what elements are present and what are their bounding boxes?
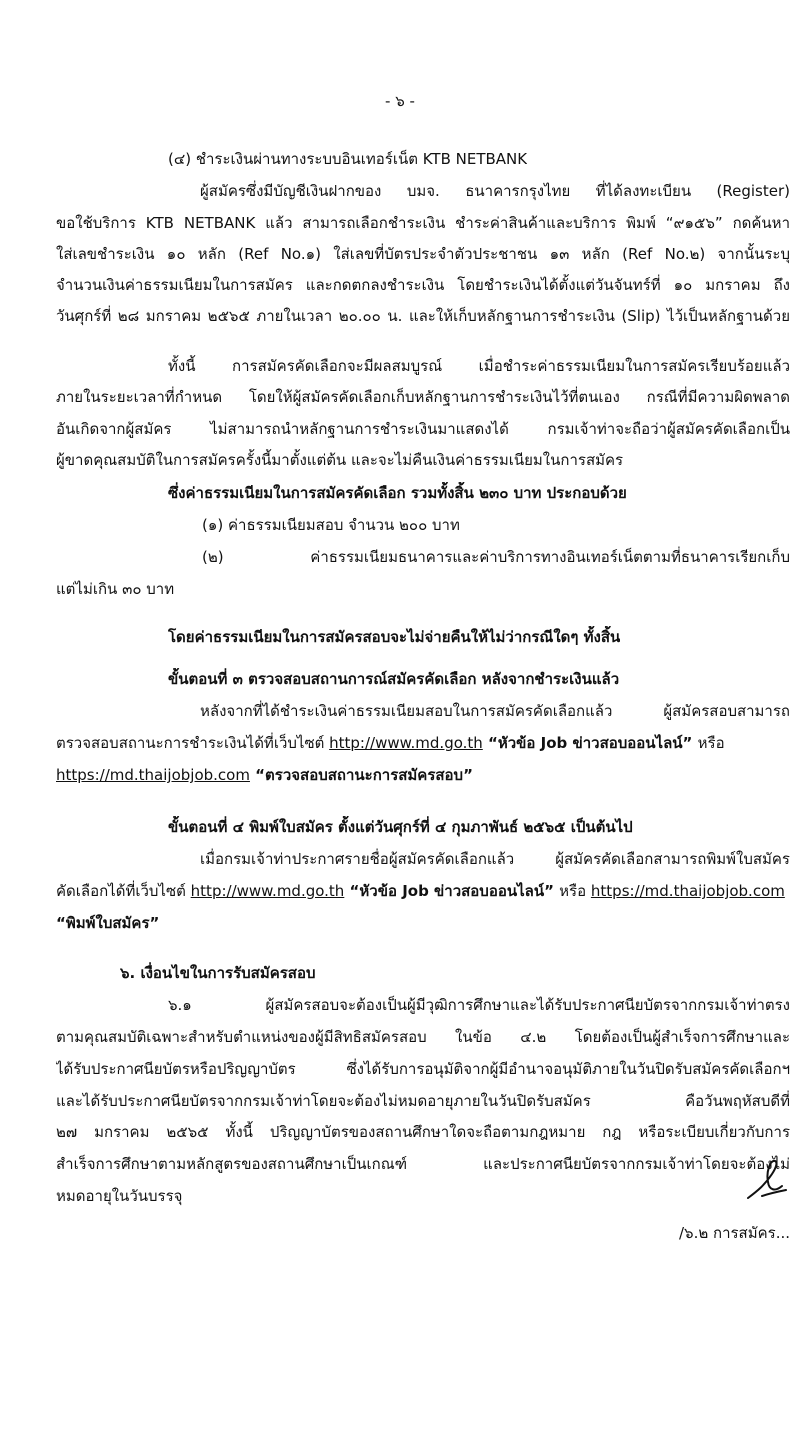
page-number: - ๖ -	[385, 92, 415, 110]
step-3-line	[56, 732, 790, 754]
section-6-line: สำเร็จการศึกษาตามหลักสูตรของสถานศึกษาเป็นเกณฑ์ และประกาศนียบัตรจากกรมเจ้าท่าโดยจะต้องไม่	[56, 1155, 790, 1173]
section-6-line: ตามคุณสมบัติเฉพาะสำหรับตำแหน่งของผู้มีสิทธิสมัครสอบ ในข้อ ๔.๒ โดยต้องเป็นผู้สำเร็จการศึกษาและ	[56, 1028, 790, 1046]
section-6-line: ๒๗ มกราคม ๒๕๖๕ ทั้งนี้ ปริญญาบัตรของสถานศึกษาใดจะถือตามกฎหมาย กฎ หรือระเบียบเกี่ยวกับการ	[56, 1123, 790, 1141]
step-4-line	[56, 880, 790, 902]
step-3-text: ตรวจสอบสถานะการชำระเงินได้ที่เว็บไซต์	[56, 734, 330, 752]
para1-line: วันศุกร์ที่ ๒๘ มกราคม ๒๕๖๕ ภายในเวลา ๒๐.๐๐ น. และให้เก็บหลักฐานการชำระเงิน (Slip) ไว้เป็นหลักฐานด้วย	[56, 307, 790, 325]
md-website-link[interactable]: http://www.md.go.th	[190, 882, 345, 900]
step-4-text: คัดเลือกได้ที่เว็บไซต์	[56, 882, 191, 900]
step-4-line: เมื่อกรมเจ้าท่าประกาศรายชื่อผู้สมัครคัดเลือกแล้ว ผู้สมัครคัดเลือกสามารถพิมพ์ใบสมัคร	[200, 850, 790, 868]
section-6-line: ๖.๑ ผู้สมัครสอบจะต้องเป็นผู้มีวุฒิการศึกษาและได้รับประกาศนียบัตรจากกรมเจ้าท่าตรง	[168, 996, 790, 1014]
section-6-line: ได้รับประกาศนียบัตรหรือปริญญาบัตร ซึ่งได้รับการอนุมัติจากผู้มีอำนาจอนุมัติภายในวันปิดรับสมัครคัดเลือกฯ	[56, 1060, 790, 1078]
job-topic-label: “หัวข้อ Job ข่าวสอบออนไลน์”	[482, 734, 698, 752]
signature-mark	[742, 1156, 790, 1206]
fee-item-2-continued: แต่ไม่เกิน ๓๐ บาท	[56, 580, 175, 598]
step-4-heading: ขั้นตอนที่ ๔ พิมพ์ใบสมัคร ตั้งแต่วันศุกร์ที่ ๔ กุมภาพันธ์ ๒๕๖๕ เป็นต้นไป	[168, 818, 633, 836]
section-4-heading: (๔) ชำระเงินผ่านทางระบบอินเทอร์เน็ต KTB NETBANK	[168, 150, 528, 168]
or-text: หรือ	[697, 734, 725, 752]
para2-line: ทั้งนี้ การสมัครคัดเลือกจะมีผลสมบูรณ์ เมื่อชำระค่าธรรมเนียมในการสมัครเรียบร้อยแล้ว	[168, 357, 790, 375]
section-6-line: หมดอายุในวันบรรจุ	[56, 1187, 183, 1205]
fee-item-1: (๑) ค่าธรรมเนียมสอบ จำนวน ๒๐๐ บาท	[202, 516, 460, 534]
thaijobjob-link[interactable]: https://md.thaijobjob.com	[56, 766, 250, 784]
para1-line: ผู้สมัครซึ่งมีบัญชีเงินฝากของ บมจ. ธนาคารกรุงไทย ที่ได้ลงทะเบียน (Register)	[200, 182, 790, 200]
print-application-label: “พิมพ์ใบสมัคร”	[56, 914, 160, 932]
para2-line: ภายในระยะเวลาที่กำหนด โดยให้ผู้สมัครคัดเลือกเก็บหลักฐานการชำระเงินไว้ที่ตนเอง กรณีที่มีความผิดพลาด	[56, 388, 790, 406]
check-status-label: “ตรวจสอบสถานะการสมัครสอบ”	[249, 766, 473, 784]
step-3-line	[56, 764, 473, 786]
para1-line: ใส่เลขชำระเงิน ๑๐ หลัก (Ref No.๑) ใส่เลขที่บัตรประจำตัวประชาชน ๑๓ หลัก (Ref No.๒) จากนั้นระบุ	[56, 245, 790, 263]
para2-line: อันเกิดจากผู้สมัคร ไม่สามารถนำหลักฐานการชำระเงินมาแสดงได้ กรมเจ้าท่าจะถือว่าผู้สมัครคัดเลือกเป็น	[56, 420, 790, 438]
md-website-link[interactable]: http://www.md.go.th	[329, 734, 483, 752]
thaijobjob-link[interactable]: https://md.thaijobjob.com	[590, 882, 785, 900]
section-6-heading: ๖. เงื่อนไขในการรับสมัครสอบ	[120, 964, 316, 982]
para2-line: ผู้ขาดคุณสมบัติในการสมัครครั้งนี้มาตั้งแต่ต้น และจะไม่คืนเงินค่าธรรมเนียมในการสมัคร	[56, 451, 624, 469]
no-refund-note: โดยค่าธรรมเนียมในการสมัครสอบจะไม่จ่ายคืนให้ไม่ว่ากรณีใดๆ ทั้งสิ้น	[168, 628, 621, 646]
fee-item-2: (๒) ค่าธรรมเนียมธนาคารและค่าบริการทางอินเทอร์เน็ตตามที่ธนาคารเรียกเก็บ	[202, 548, 790, 566]
step-3-line: หลังจากที่ได้ชำระเงินค่าธรรมเนียมสอบในการสมัครคัดเลือกแล้ว ผู้สมัครสอบสามารถ	[200, 702, 790, 720]
section-6-line: และได้รับประกาศนียบัตรจากกรมเจ้าท่าโดยจะต้องไม่หมดอายุภายในวันปิดรับสมัคร คือวันพฤหัสบดีที่	[56, 1092, 790, 1110]
para1-line: ขอใช้บริการ KTB NETBANK แล้ว สามารถเลือกชำระเงิน ชำระค่าสินค้าและบริการ พิมพ์ “๙๑๕๖” กดค้นหา	[56, 214, 790, 232]
or-text: หรือ	[559, 882, 587, 900]
job-topic-label: “หัวข้อ Job ข่าวสอบออนไลน์”	[344, 882, 560, 900]
next-page-reference: /๖.๒ การสมัคร...	[679, 1224, 790, 1242]
fee-total: ซึ่งค่าธรรมเนียมในการสมัครคัดเลือก รวมทั้งสิ้น ๒๓๐ บาท ประกอบด้วย	[168, 484, 627, 502]
step-3-heading: ขั้นตอนที่ ๓ ตรวจสอบสถานการณ์สมัครคัดเลือก หลังจากชำระเงินแล้ว	[168, 670, 620, 688]
para1-line: จำนวนเงินค่าธรรมเนียมในการสมัคร และกดตกลงชำระเงิน โดยชำระเงินได้ตั้งแต่วันจันทร์ที่ ๑๐ มกราคม ถึง	[56, 276, 790, 294]
